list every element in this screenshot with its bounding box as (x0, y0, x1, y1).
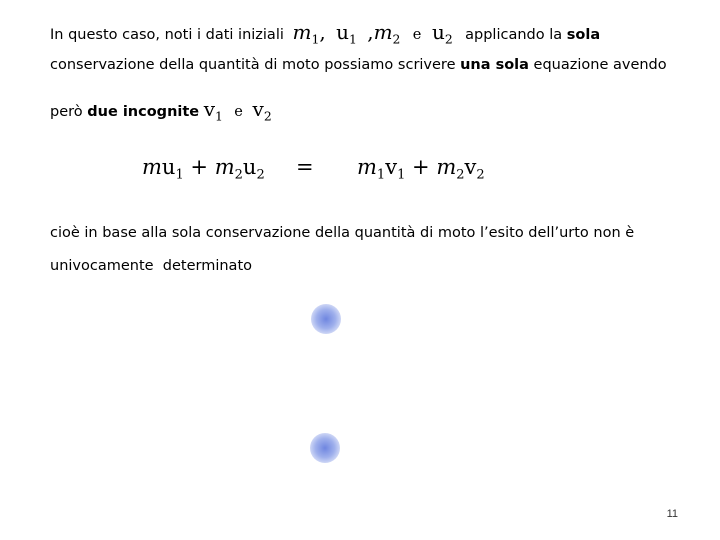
ball-top (311, 304, 341, 334)
inline-math-m2: $,m_2$ (367, 20, 401, 47)
line-2-post: equazione avendo (533, 57, 667, 73)
line-2-bold: una sola (460, 57, 529, 73)
equation-equals: = (296, 155, 314, 179)
line-1-lead: In questo caso, noti i dati iniziali (50, 27, 284, 43)
inline-math-v2: $v_2$ (252, 97, 272, 124)
equation-rhs: $m_1v_1 + m_2v_2$ (357, 155, 485, 183)
line-1-tail-bold: sola (566, 27, 601, 43)
ball-bottom (310, 433, 340, 463)
line-3 (50, 97, 272, 124)
inline-math-u2: $u_2$ (432, 20, 453, 47)
inline-math-m1: $m_1$, (292, 20, 326, 47)
line-3-pre: però (50, 104, 83, 120)
inline-math-u1: $u_1$ (336, 20, 357, 47)
line-2 (50, 57, 667, 73)
line-4: cioè in base alla sola conservazione della quantità di moto l’esito dell’urto non è (50, 225, 635, 241)
page-number: 11 (666, 508, 678, 520)
line-3-bold: due incognite (87, 104, 200, 120)
line-2-pre: conservazione della quantità di moto possiamo scrivere (50, 57, 456, 73)
line-3-conj: e (234, 104, 243, 120)
line-1 (50, 20, 601, 47)
line-1-tail: applicando la (465, 27, 563, 43)
line-5: univocamente determinato (50, 258, 253, 274)
line-1-conj: e (412, 27, 422, 43)
equation-lhs: $mu_1 + m_2u_2$ (142, 155, 265, 183)
inline-math-v1: $v_1$ (203, 97, 223, 124)
